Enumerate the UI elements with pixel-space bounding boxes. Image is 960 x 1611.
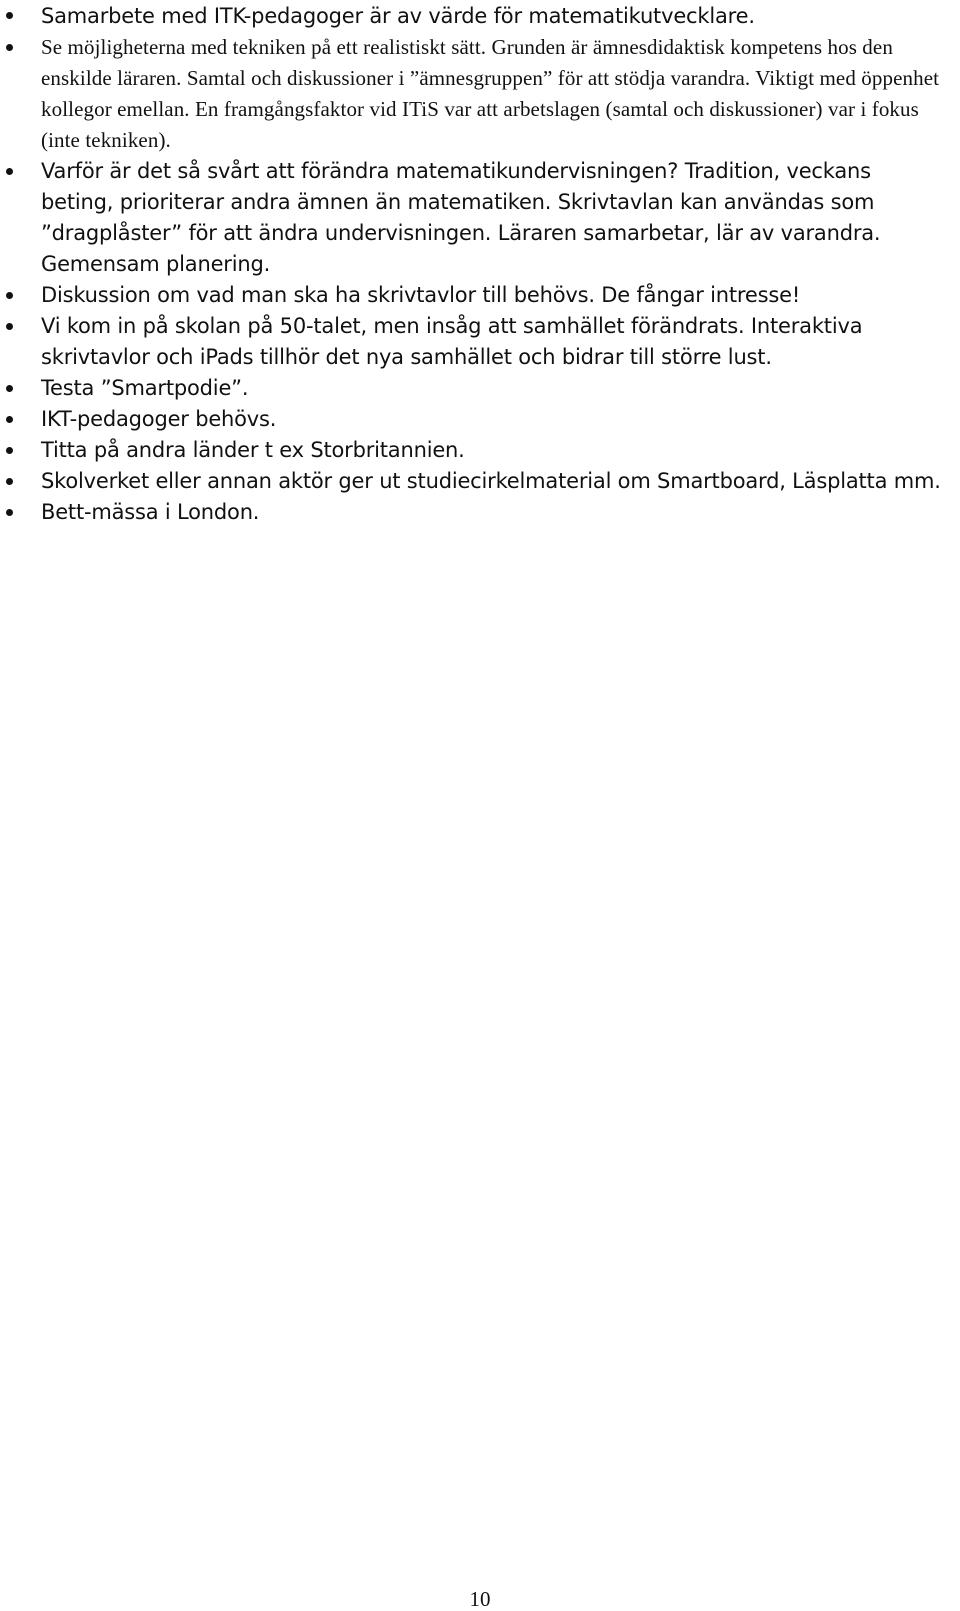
list-item-text: IKT-pedagoger behövs. [41, 407, 277, 431]
list-item-text: Vi kom in på skolan på 50-talet, men insåg att samhället förändrats. Interaktiva skrivtavlor och iPads tillhör det nya samhället och bidrar till större lust. [41, 314, 863, 369]
list-item [0, 280, 960, 311]
page-number: 10 [469, 1587, 491, 1611]
list-item-text: Bett-mässa i London. [41, 500, 260, 524]
list-item-text: Testa ”Smartpodie”. [41, 376, 249, 400]
bullet-icon [6, 509, 13, 516]
list-item [0, 0, 960, 32]
bullet-icon [6, 44, 13, 51]
bullet-icon [6, 416, 13, 423]
list-item [0, 156, 960, 280]
list-item [0, 435, 960, 466]
bullet-icon [6, 447, 13, 454]
list-item-text: Titta på andra länder t ex Storbritannien. [41, 438, 465, 462]
list-item [0, 404, 960, 435]
list-item-text: Se möjligheterna med tekniken på ett realistiskt sätt. Grunden är ämnesdidaktisk kompetens hos den enskilde läraren. Samtal och diskussioner i ”ämnesgruppen” för att stödja varandra. Viktigt med öppenhet kollegor emellan. En framgångsfaktor vid ITiS var att arbetslagen (samtal och diskussioner) var i fokus (inte tekniken). [41, 35, 940, 152]
list-item [0, 373, 960, 404]
bullet-list [0, 0, 960, 528]
bullet-icon [6, 478, 13, 485]
list-item-text: Varför är det så svårt att förändra matematikundervisningen? Tradition, veckans beting, prioriterar andra ämnen än matematiken. Skrivtavlan kan användas som ”dragplåster” för att ändra undervisningen. Läraren samarbetar, lär av varandra. Gemensam planering. [41, 159, 881, 276]
list-item-text: Samarbete med ITK-pedagoger är av värde för matematikutvecklare. [41, 4, 755, 28]
list-item-text: Skolverket eller annan aktör ger ut studiecirkelmaterial om Smartboard, Läsplatta mm. [41, 469, 941, 493]
bullet-icon [6, 385, 13, 392]
list-item [0, 32, 960, 156]
bullet-icon [6, 168, 13, 175]
bullet-icon [6, 292, 13, 299]
list-item-text: Diskussion om vad man ska ha skrivtavlor till behövs. De fångar intresse! [41, 283, 801, 307]
bullet-icon [6, 323, 13, 330]
bullet-icon [6, 12, 13, 19]
document-body [0, 0, 960, 528]
list-item [0, 497, 960, 528]
list-item [0, 466, 960, 497]
list-item [0, 311, 960, 373]
